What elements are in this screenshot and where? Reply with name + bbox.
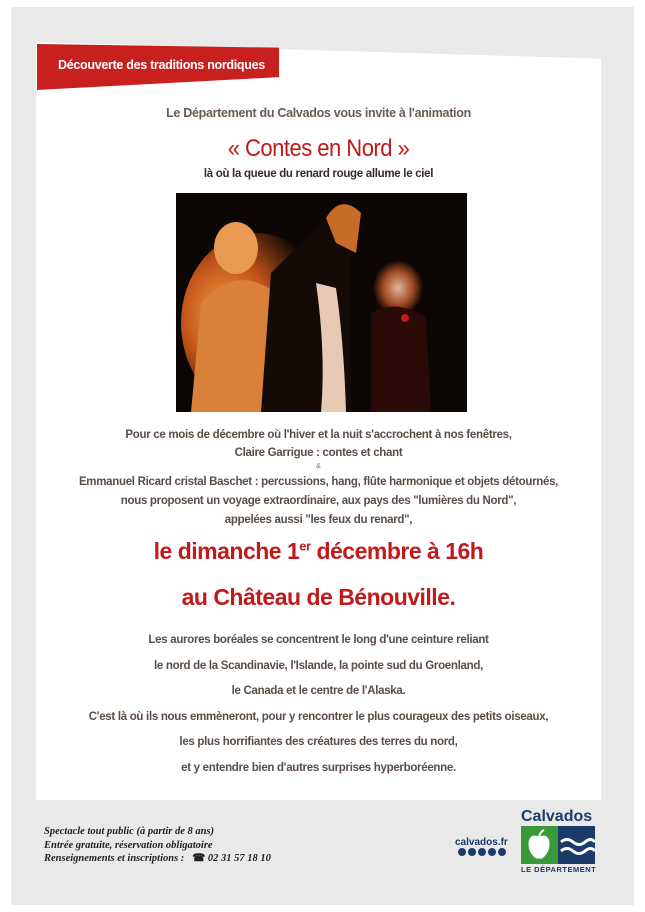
body-line-2: Claire Garrigue : contes et chant [234,447,403,459]
body-line-3: Emmanuel Ricard cristal Baschet : percussions, hang, flûte harmonique et objets détournés, [78,476,559,488]
facebook-icon[interactable] [458,848,466,856]
body-line-1: Pour ce mois de décembre où l'hiver et la nuit s'accrochent à nos fenêtres, [125,429,512,441]
flickr-icon[interactable] [498,848,506,856]
description-line: les plus horrifiantes des créatures des terres du nord, [179,736,458,748]
performers-photo [176,193,467,412]
twitter-icon[interactable] [468,848,476,856]
phone-number: 02 31 57 18 10 [207,853,271,864]
description-line: Les aurores boréales se concentrent le long d'une ceinture reliant [148,634,489,646]
description-line: C'est là où ils nous emmèneront, pour y rencontrer le plus courageux des petits oiseaux, [88,710,549,723]
logo-name: Calvados [521,808,593,825]
event-subtitle: là où la queue du renard rouge allume le ciel [203,168,434,180]
youtube-icon[interactable] [488,848,496,856]
description [36,628,601,781]
description-line: le Canada et le centre de l'Alaska. [231,685,406,697]
footer-audience: Spectacle tout public (à partir de 8 ans) [44,826,215,837]
performers-illustration [176,193,467,412]
event-title: « Contes en Nord » [227,135,410,162]
website-link[interactable]: calvados.fr [455,837,508,848]
footer-entry: Entrée gratuite, réservation obligatoire [44,839,213,851]
footer-info [44,825,271,866]
calvados-logo [521,826,595,864]
event-place: au Château de Bénouville. [181,584,456,610]
description-line: le nord de la Scandinavie, l'Islande, la pointe sud du Groenland, [154,659,483,672]
body-ampersand: & [316,463,321,470]
description-line: et y entendre bien d'autres surprises hyperboréenne. [181,761,456,774]
logo-subtitle: LE DÉPARTEMENT [521,865,597,874]
event-date: le dimanche 1er décembre à 16h [153,538,484,564]
footer-contact: Renseignements et inscriptions : ☎ 02 31 57 18 10 [44,853,271,864]
phone-icon: ☎ [192,853,206,864]
social-icons [458,848,506,856]
body-line-4: nous proposent un voyage extraordinaire, aux pays des "lumières du Nord", [120,495,517,507]
instagram-icon[interactable] [478,848,486,856]
invitation-intro: Le Département du Calvados vous invite à l'animation [166,106,471,120]
apple-wave-logo-icon [521,826,595,864]
banner-label: Découverte des traditions nordiques [58,58,265,72]
body-line-5: appelées aussi "les feux du renard", [224,514,413,526]
